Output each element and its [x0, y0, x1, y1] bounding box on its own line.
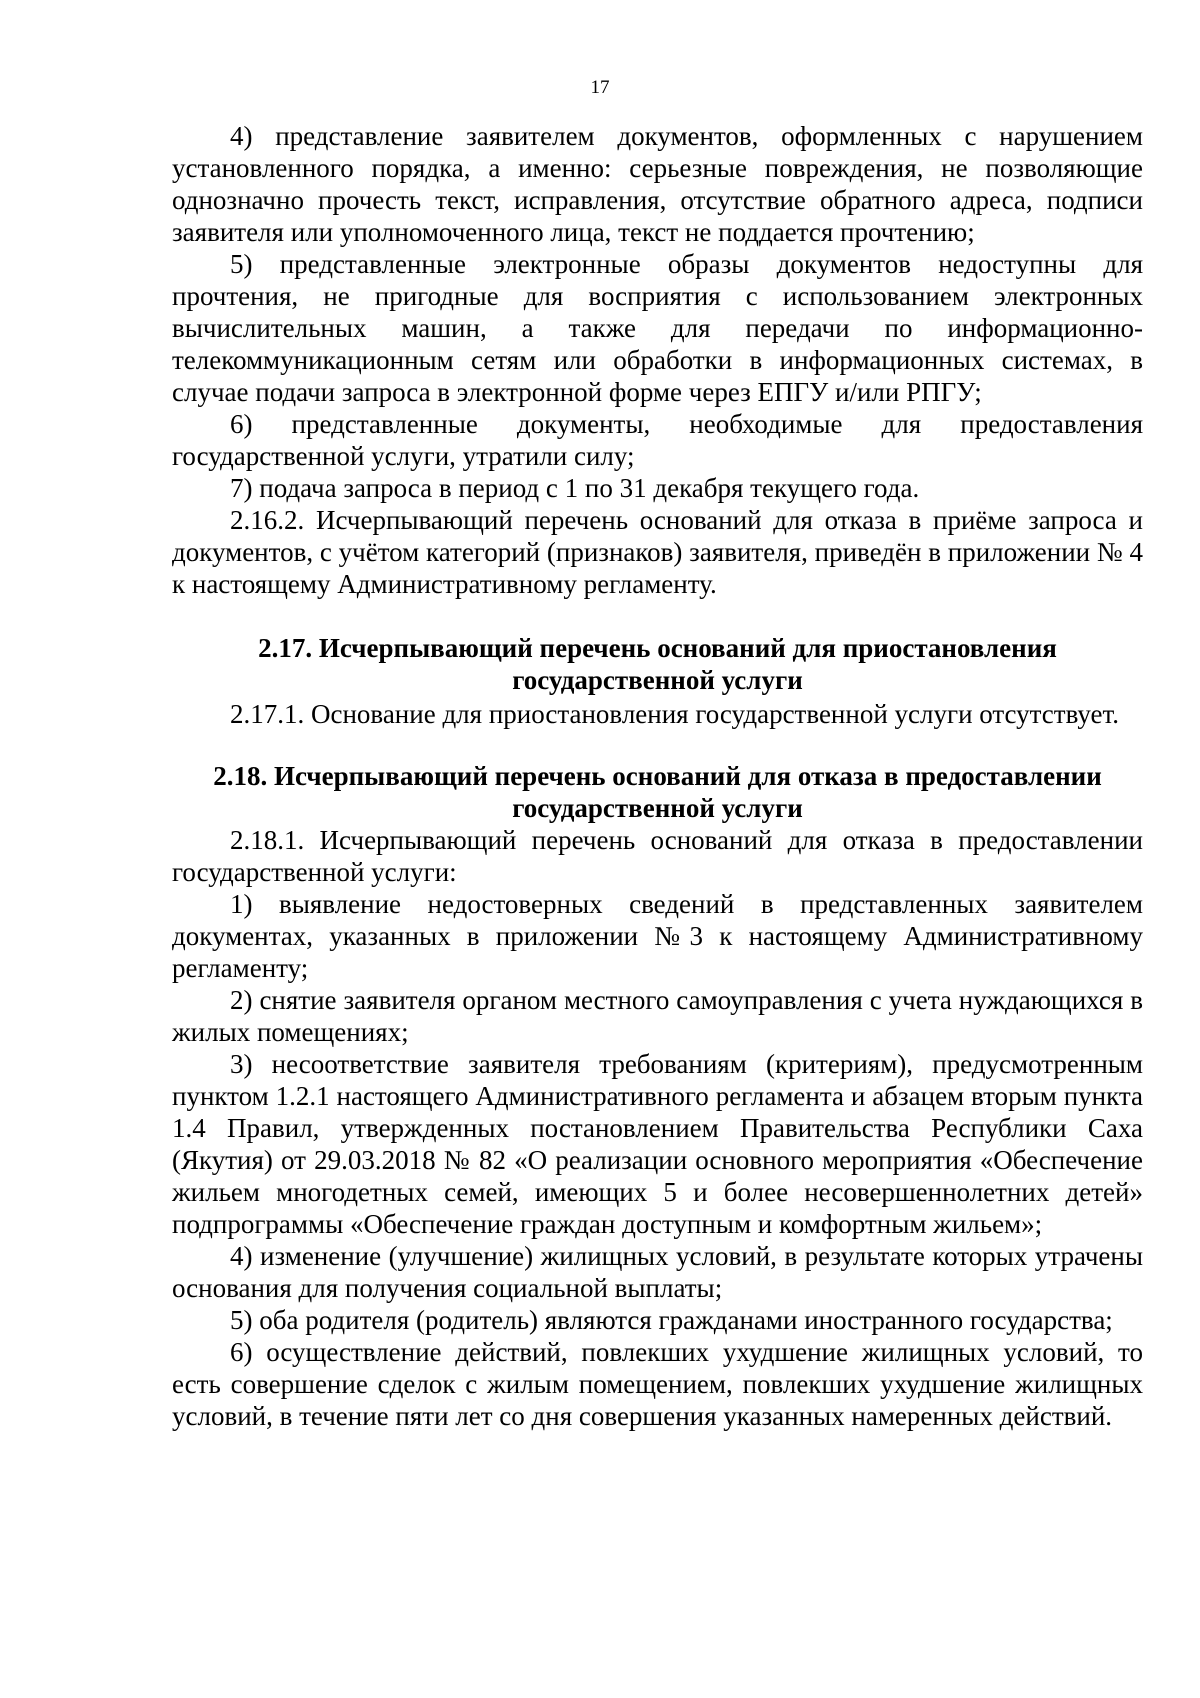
list-item-refusal-2: 2) снятие заявителя органом местного самоуправления с учета нуждающихся в жилых помещениях;	[172, 985, 1143, 1047]
section-heading-2-17-line2: государственной услуги	[512, 665, 803, 695]
list-item-refusal-6: 6) осуществление действий, повлекших ухудшение жилищных условий, то есть совершение сделок с жилым помещением, повлекших ухудшение жилищных условий, в течение пяти лет со дня совершения указанных намеренных действий.	[172, 1337, 1143, 1431]
page-number: 17	[590, 77, 610, 98]
paragraph-2-18-1: 2.18.1. Исчерпывающий перечень оснований для отказа в предоставлении государственной услуги:	[172, 825, 1143, 887]
list-item-refusal-1: 1) выявление недостоверных сведений в представленных заявителем документах, указанных в приложении №3 к настоящему Административному регламенту;	[172, 889, 1143, 983]
section-heading-2-17-line1: 2.17. Исчерпывающий перечень оснований для приостановления	[258, 633, 1057, 663]
paragraph-2-16-2: 2.16.2. Исчерпывающий перечень оснований для отказа в приёме запроса и документов, с учётом категорий (признаков) заявителя, приведён в приложении № 4 к настоящему Административному регламенту.	[172, 505, 1143, 599]
section-heading-2-17	[172, 632, 1143, 696]
list-item-refusal-5: 5) оба родителя (родитель) являются гражданами иностранного государства;	[230, 1305, 1113, 1335]
paragraph-item-4: 4) представление заявителем документов, оформленных с нарушением установленного порядка, а именно: серьезные повреждения, не позволяющие однозначно прочесть текст, исправления, отсутствие обратного адреса, подписи заявителя или уполномоченного лица, текст не поддается прочтению;	[172, 121, 1143, 247]
list-item-refusal-3: 3) несоответствие заявителя требованиям (критериям), предусмотренным пунктом 1.2.1 настоящего Административного регламента и абзацем вторым пункта 1.4 Правил, утвержденных постановлением Правительства Республики Саха (Якутия) от 29.03.2018 № 82 «О реализации основного мероприятия «Обеспечение жильем многодетных семей, имеющих 5 и более несовершеннолетних детей» подпрограммы «Обеспечение граждан доступным и комфортным жильем»;	[172, 1049, 1143, 1239]
paragraph-item-6: 6) представленные документы, необходимые для предоставления государственной услуги, утратили силу;	[172, 409, 1143, 471]
paragraph-item-7: 7) подача запроса в период с 1 по 31 декабря текущего года.	[230, 473, 920, 503]
list-item-refusal-4: 4) изменение (улучшение) жилищных условий, в результате которых утрачены основания для получения социальной выплаты;	[172, 1241, 1143, 1303]
section-heading-2-18-line1: 2.18. Исчерпывающий перечень оснований для отказа в предоставлении	[213, 761, 1102, 791]
paragraph-item-5: 5) представленные электронные образы документов недоступны для прочтения, не пригодные для восприятия с использованием электронных вычислительных машин, а также для передачи по информационно-телекоммуникационным сетям или обработки в информационных системах, в случае подачи запроса в электронной форме через ЕПГУ и/или РПГУ;	[172, 249, 1143, 407]
paragraph-2-17-1: 2.17.1. Основание для приостановления государственной услуги отсутствует.	[230, 699, 1120, 729]
section-heading-2-18	[172, 760, 1143, 824]
section-heading-2-18-line2: государственной услуги	[512, 793, 803, 823]
document-body	[172, 120, 1143, 1432]
